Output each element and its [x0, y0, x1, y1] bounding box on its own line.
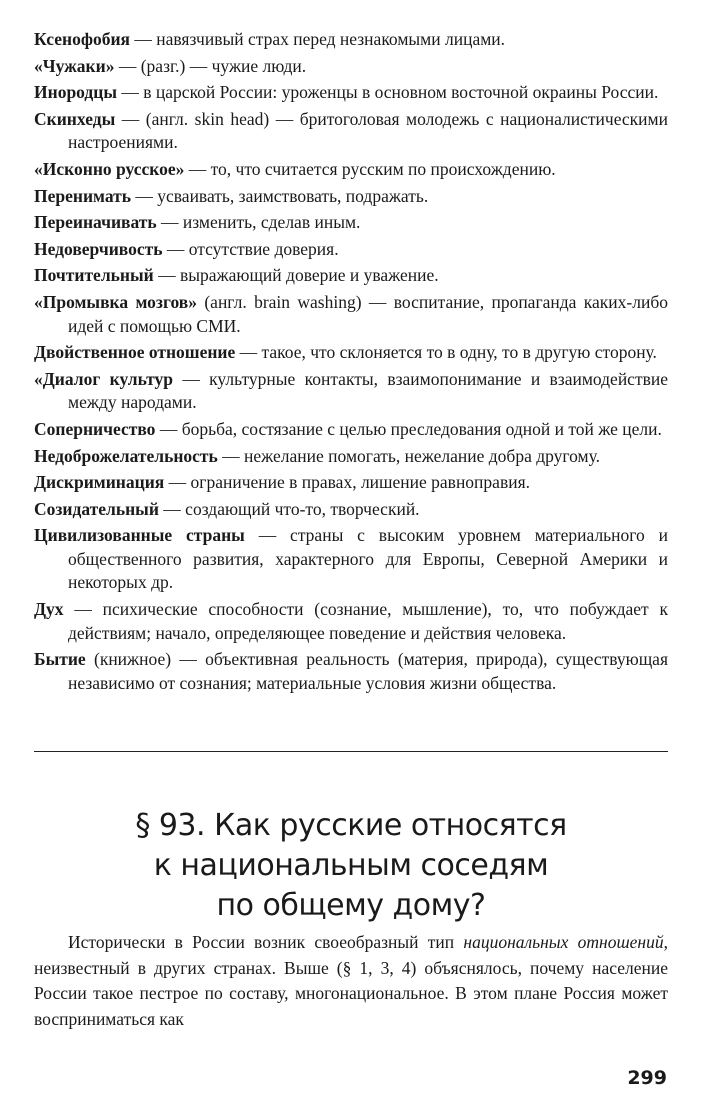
- heading-line: § 93. Как русские относятся: [135, 808, 567, 843]
- glossary-term: Цивилизованные страны: [34, 525, 245, 546]
- page-number: 299: [627, 1067, 667, 1089]
- glossary-definition: — такое, что склоняется то в одну, то в другую сторону.: [235, 342, 657, 363]
- glossary-term: «Диалог культур: [34, 368, 174, 389]
- glossary-entry: [34, 185, 668, 209]
- glossary-entry: [34, 81, 668, 105]
- glossary-entry: [34, 471, 668, 495]
- glossary-definition: — (разг.) — чужие люди.: [114, 55, 307, 76]
- glossary-definition: — нежелание помогать, нежелание добра другому.: [217, 445, 601, 466]
- glossary-entry: [34, 238, 668, 262]
- glossary-entry: [34, 158, 668, 182]
- glossary-entry: [34, 598, 668, 645]
- glossary-definition: — ограничение в правах, лишение равноправия.: [164, 472, 530, 493]
- glossary-term: Бытие: [34, 649, 86, 670]
- glossary-entry: [34, 108, 668, 155]
- glossary-definition: — культурные контакты, взаимопонимание и взаимодействие между народами.: [68, 368, 668, 413]
- glossary-term: Дискриминация: [34, 472, 165, 493]
- glossary-definition: — отсутствие доверия.: [162, 238, 339, 259]
- glossary-entry: [34, 418, 668, 442]
- glossary-term: Переиначивать: [34, 212, 157, 233]
- glossary-definition: — психические способности (сознание, мышление), то, что побуждает к действиям; начало, определяющее поведение и действия человека.: [63, 599, 668, 643]
- glossary-entry: [34, 211, 668, 235]
- glossary-definition: — изменить, сделав иным.: [156, 212, 361, 233]
- glossary-definition: (книжное) — объективная реальность (материя, природа), существующая независимо от сознания; материальные условия жизни общества.: [68, 649, 668, 693]
- glossary-definition: — то, что считается русским по происхождению.: [184, 158, 556, 179]
- glossary-entry: [34, 341, 668, 365]
- glossary: [34, 28, 668, 698]
- glossary-definition: — борьба, состязание с целью преследования одной и той же цели.: [155, 418, 662, 439]
- glossary-definition: — в царской России: уроженцы в основном восточной окраины России.: [117, 82, 659, 103]
- body-paragraph: [34, 930, 668, 1032]
- glossary-definition: — создающий что-то, творческий.: [158, 498, 420, 519]
- glossary-term: Соперничество: [34, 418, 156, 439]
- glossary-term: «Чужаки»: [34, 55, 115, 76]
- glossary-entry: [34, 445, 668, 469]
- glossary-entry: [34, 55, 668, 79]
- glossary-term: «Исконно русское»: [34, 158, 185, 179]
- glossary-term: Перенимать: [34, 185, 131, 206]
- glossary-term: Ксенофобия: [34, 29, 130, 49]
- glossary-definition: — усваивать, заимствовать, подражать.: [131, 185, 429, 206]
- glossary-entry: [34, 498, 668, 522]
- glossary-definition: — навязчивый страх перед незнакомыми лицами.: [130, 29, 506, 49]
- glossary-definition: — страны с высоким уровнем материального и общественного развития, характерного для Европы, Северной Америки и некоторых др.: [68, 525, 668, 593]
- glossary-term: Созидательный: [34, 498, 159, 519]
- section-divider: [34, 751, 668, 752]
- glossary-entry: [34, 28, 668, 52]
- glossary-term: Двойственное отношение: [34, 342, 236, 363]
- glossary-entry: [34, 368, 668, 415]
- body-text-part: , неизвестный в других странах. Выше (§ 1, 3, 4) объяснялось, почему население России такое пестрое по составу, многонациональное. В этом плане Россия может восприниматься как: [34, 932, 668, 1029]
- body-text-italic: национальных отношений: [463, 932, 664, 952]
- glossary-entry: [34, 264, 668, 288]
- glossary-term: Дух: [34, 599, 64, 620]
- section-heading: [34, 806, 668, 926]
- glossary-term: Недоброжелательность: [34, 445, 218, 466]
- heading-line: по общему дому?: [216, 888, 486, 923]
- glossary-term: «Промывка мозгов»: [34, 291, 197, 312]
- body-text-part: Исторически в России возник своеобразный тип: [68, 932, 464, 952]
- glossary-definition: (англ. brain washing) — воспитание, пропаганда каких-либо идей с помощью СМИ.: [68, 291, 668, 336]
- glossary-entry: [34, 291, 668, 338]
- glossary-definition: — выражающий доверие и уважение.: [153, 265, 439, 286]
- glossary-term: Почтительный: [34, 265, 154, 286]
- heading-line: к национальным соседям: [153, 848, 549, 883]
- glossary-entry: [34, 648, 668, 695]
- glossary-term: Недоверчивость: [34, 238, 163, 259]
- glossary-definition: — (англ. skin head) — бритоголовая молодежь с националистическими настроениями.: [68, 108, 668, 153]
- glossary-entry: [34, 524, 668, 595]
- glossary-term: Инородцы: [34, 82, 118, 103]
- glossary-term: Скинхеды: [34, 108, 116, 129]
